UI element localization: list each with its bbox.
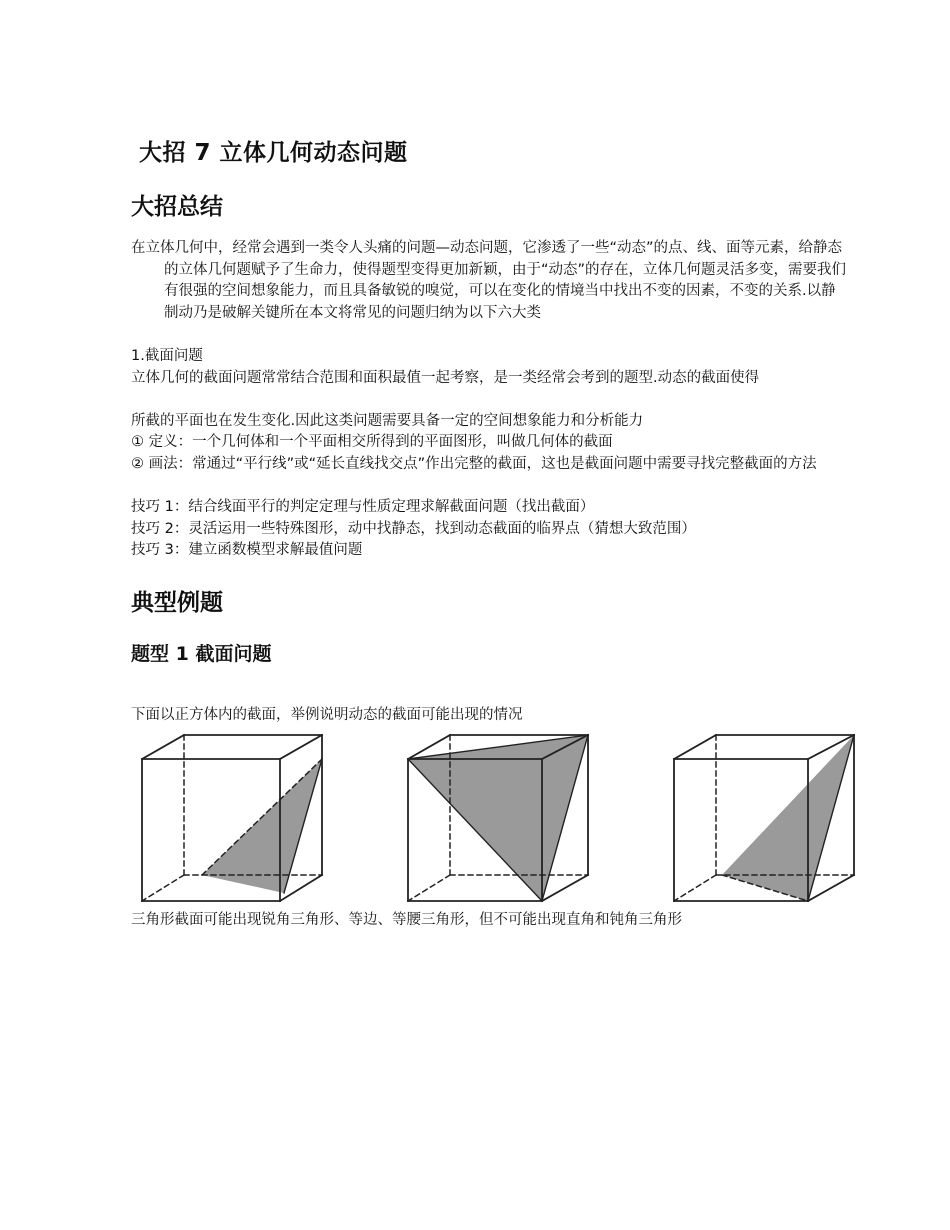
figure-caption: 三角形截面可能出现锐角三角形、等边、等腰三角形，但不可能出现直角和钝角三角形: [131, 912, 682, 928]
cube-edge: [808, 875, 854, 901]
cube-with-acute-triangle-section: [136, 727, 336, 907]
hidden-edge: [674, 875, 716, 901]
examples-heading: 典型例题: [131, 590, 223, 616]
drawing-method-paragraph: ② 画法：常通过“平行线”或“延长直线找交点”作出完整的截面，这也是截面问题中需要寻找完整截面的方法: [131, 456, 817, 472]
intro-paragraph: 在立体几何中，经常会遇到一类令人头痛的问题—动态问题，它渗透了一些“动态”的点、线、面等元素，给静态的立体几何题赋予了生命力，使得题型变得更加新颖，由于“动态”的存在，立体几何题灵活多变，需要我们有很强的空间想象能力，而且具备敏锐的嗅觉，可以在变化的情境当中找出不变的因素，不变的关系.以静制动乃是破解关键所在本文将常见的问题归纳为以下六大类: [131, 240, 847, 321]
summary-heading: 大招总结: [131, 194, 223, 220]
chapter-title: 大招 7 立体几何动态问题: [139, 140, 408, 166]
topic-1-label: 1.截面问题: [131, 348, 203, 364]
section-paragraph-1: 立体几何的截面问题常常结合范围和面积最值一起考察，是一类经常会考到的题型.动态的截面使得: [131, 370, 760, 386]
cube-edge: [142, 735, 184, 759]
cube-edge: [280, 735, 322, 759]
triangle-section: [408, 735, 588, 901]
type1-heading: 题型 1 截面问题: [131, 643, 272, 665]
triangle-section: [722, 735, 854, 901]
tip-2: 技巧 2：灵活运用一些特殊图形，动中找静态，找到动态截面的临界点（猜想大致范围）: [131, 521, 696, 537]
hidden-edge: [408, 875, 450, 901]
section-paragraph-2: 所截的平面也在发生变化.因此这类问题需要具备一定的空间想象能力和分析能力: [131, 413, 644, 429]
cube-edge: [542, 875, 588, 901]
tip-1: 技巧 1：结合线面平行的判定定理与性质定理求解截面问题（找出截面）: [131, 499, 595, 515]
cube-edge: [674, 735, 716, 759]
figure-intro: 下面以正方体内的截面，举例说明动态的截面可能出现的情况: [131, 707, 523, 723]
definition-line: ① 定义：一个几何体和一个平面相交所得到的平面图形，叫做几何体的截面: [131, 434, 613, 450]
cube-with-equilateral-triangle-section: [402, 727, 602, 907]
cube-figures: [128, 727, 863, 907]
hidden-edge: [142, 875, 184, 901]
triangle-section: [202, 759, 322, 893]
tip-3: 技巧 3：建立函数模型求解最值问题: [131, 542, 363, 558]
cube-with-isosceles-triangle-section: [668, 727, 868, 907]
